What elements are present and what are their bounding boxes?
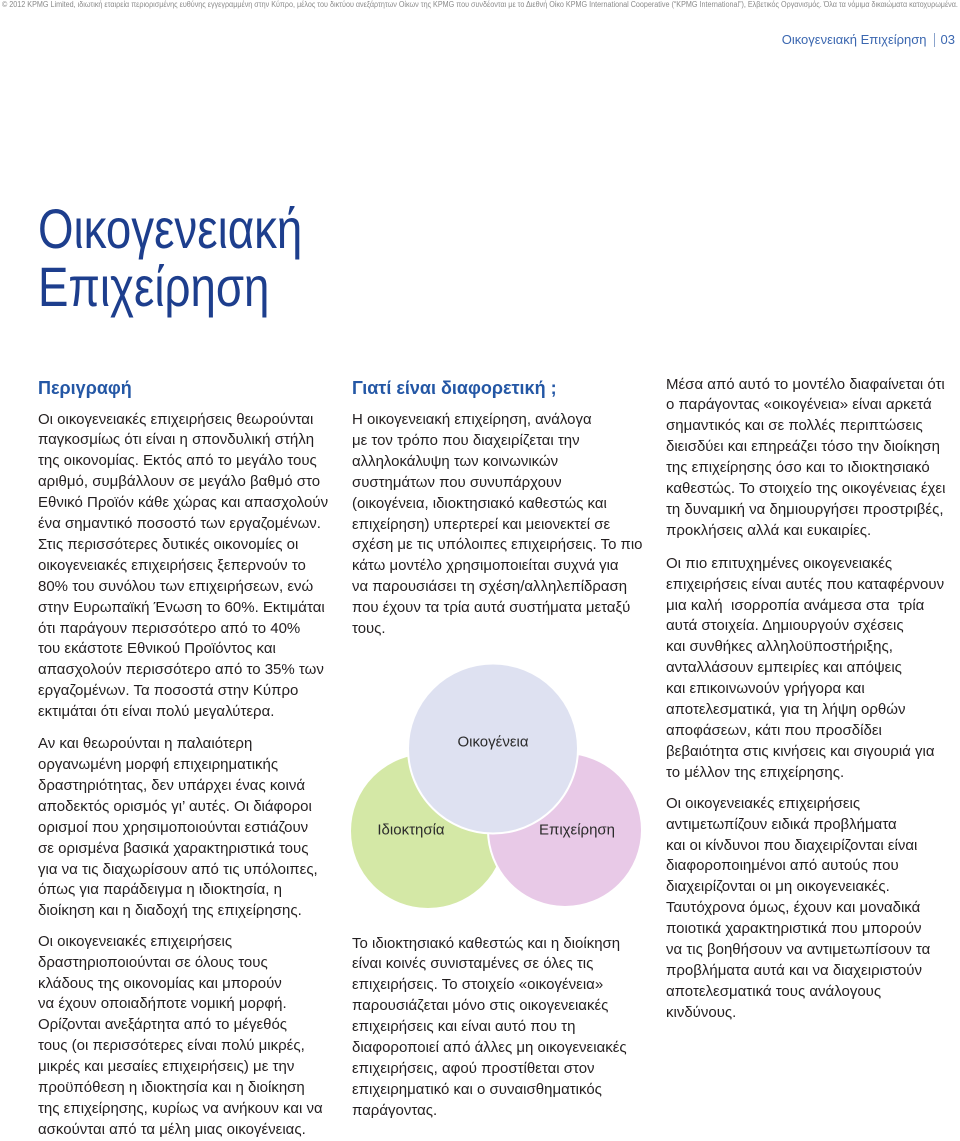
paragraph: Οι πιο επιτυχημένες οικογενειακές επιχειρήσεις είναι αυτές που καταφέρνουν μια καλή ισορροπία ανάμεσα στα τρία αυτά στοιχεία. Δημιουργούν σχέσεις και συνθήκες αλληλοϋποστήριξης, ανταλλάσουν εμπειρίες και απόψεις και επικοινωνούν γρήγορα και αποτελεσματικά, για τη λήψη ορθών αποφάσεων, κάτι που προσδίδει βεβαιότητα στις κινήσεις και σιγουριά για το μέλλον της επιχείρησης. bbox=[666, 554, 945, 781]
paragraph: Μέσα από αυτό το μοντέλο διαφαίνεται ότι ο παράγοντας «οικογένεια» είναι αρκετά σημαντικός και σε πολλές περιπτώσεις διεισδύει και επηρεάζει τόσο την διοίκηση της επιχείρησης όσο και το ιδιοκτησιακό καθεστώς. Το στοιχείο της οικογένειας έχει τη δυναμική να δημιουργήσει προστριβές, προκλήσεις αλλά και ευκαιρίες. bbox=[666, 375, 946, 539]
column-left bbox=[38, 376, 330, 1141]
column-middle bbox=[352, 376, 642, 1122]
paragraph: Οι οικογενειακές επιχειρήσεις δραστηριοποιούνται σε όλους τους κλάδους της οικονομίας και μπορούν να έχουν οποιαδήποτε νομική μορφή. Ορίζονται ανεξάρτητα από το μέγεθός τους (οι περισσότερες είναι πολύ μικρές, μικρές και μεσαίες επιχειρήσεις) με την προϋπόθεση η ιδιοκτησία και η διοίκηση της επιχείρησης, κυρίως να ανήκουν και να ασκούνται από τα μέλη μιας οικογένειας. bbox=[38, 932, 323, 1138]
copyright-notice: © 2012 KPMG Limited, ιδιωτική εταιρεία περιορισμένης ευθύνης εγγεγραμμένη στην Κύπρο, μέλος του δικτύου ανεξάρτητων Οίκων της KPMG που συνδέονται με το Διεθνή Οίκο KPMG International Cooperative (“KPMG International”), Ελβετικός Οργανισμός. Όλα τα νόμιμα δικαιώματα κατοχυρωμένα. bbox=[2, 0, 958, 9]
paragraph: Η οικογενειακή επιχείρηση, ανάλογα με τον τρόπο που διαχειρίζεται την αλληλοκάλυψη των κοινωνικών συστημάτων που συνυπάρχουν (οικογένεια, ιδιοκτησιακό καθεστώς και επιχείρηση) υπερτερεί και μειονεκτεί σε σχέση με τις υπόλοιπες επιχειρήσεις. Το πιο κάτω μοντέλο χρησιμοποιείται συχνά για να παρουσιάσει τη σχέση/αλληλεπίδραση που έχουν τα τρία αυτά συστήματα μεταξύ τους. bbox=[352, 411, 643, 638]
running-header-title: Οικογενειακή Επιχείρηση bbox=[781, 32, 927, 47]
paragraph: Οι οικογενειακές επιχειρήσεις αντιμετωπίζουν ειδικά προβλήματα και οι κίνδυνοι που διαχειρίζονται είναι διαφοροποιημένοι από αυτούς που διαχειρίζονται οι μη οικογενειακές. Ταυτόχρονα όμως, έχουν και μοναδικά ποιοτικά χαρακτηριστικά που μπορούν να τις βοηθήσουν να αντιμετωπίσουν τα προβλήματα αυτά και να διαχειριστούν αποτελεσματικά τους ανάλογους κινδύνους. bbox=[666, 794, 931, 1021]
header-divider bbox=[934, 33, 935, 47]
page-title: Οικογενειακή Επιχείρηση bbox=[38, 197, 303, 318]
running-header bbox=[782, 31, 955, 49]
column-right bbox=[666, 375, 958, 1024]
page-number: 03 bbox=[940, 32, 955, 47]
paragraph: Οι οικογενειακές επιχειρήσεις θεωρούνται παγκοσμίως ότι είναι η σπονδυλική στήλη της οικονομίας. Εκτός από το μεγάλο τους αριθμό, συμβάλλουν σε μεγάλο βαθμό στο Εθνικό Προϊόν κάθε χώρας και απασχολούν ένα σημαντικό ποσοστό των εργαζομένων. Στις περισσότερες δυτικές οικονομίες οι οικογενειακές επιχειρήσεις ξεπερνούν το 80% του συνόλου των επιχειρήσεων, ενώ στην Ευρωπαϊκή Ένωση το 60%. Εκτιμάται ότι παράγουν περισσότερο από το 40% του εκάστοτε Εθνικού Προϊόντος και απασχολούν περισσότερο από το 35% των εργαζομένων. Τα ποσοστά στην Κύπρο εκτιμάται ότι είναι πολύ μεγαλύτερα. bbox=[38, 410, 329, 721]
paragraph: Το ιδιοκτησιακό καθεστώς και η διοίκηση είναι κοινές συνισταμένες σε όλες τις επιχειρήσεις. Το στοιχείο «οικογένεια» παρουσιάζεται μόνο στις οικογενειακές επιχειρήσεις και είναι αυτό που τη διαφοροποιεί από άλλες μη οικογενειακές επιχειρήσεις, αφού προστίθεται στον επιχειρηματικό και ο συναισθηματικός παράγοντας. bbox=[352, 934, 627, 1119]
section-heading-why-different: Γιατί είναι διαφορετική ; bbox=[352, 378, 557, 398]
venn-label-ownership: Ιδιοκτησία bbox=[377, 821, 445, 839]
paragraph: Αν και θεωρούνται η παλαιότερη οργανωμένη μορφή επιχειρηματικής δραστηριότητας, δεν υπάρχει ένας κοινά αποδεκτός ορισμός γι’ αυτές. Οι διάφοροι ορισμοί που χρησιμοποιούνται εστιάζουν σε ορισμένα βασικά χαρακτηριστικά τους για να τις διαχωρίσουν από τις υπόλοιπες, όπως για παράδειγμα η ιδιοκτησία, η διοίκηση και η διαδοχή της επιχείρησης. bbox=[38, 735, 318, 920]
section-heading-description: Περιγραφή bbox=[38, 378, 132, 398]
venn-label-family: Οικογένεια bbox=[457, 733, 529, 751]
venn-label-business: Επιχείρηση bbox=[538, 821, 616, 839]
venn-diagram bbox=[342, 654, 642, 916]
